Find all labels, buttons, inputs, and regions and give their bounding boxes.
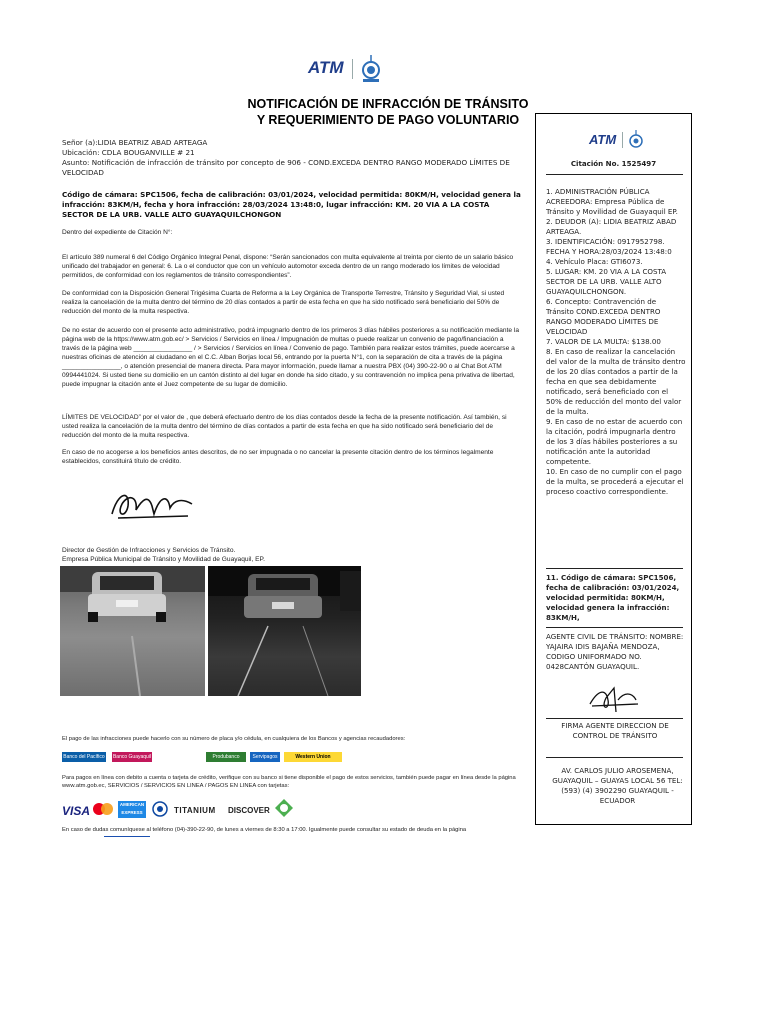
diners-logo [152,801,168,817]
item-deudor: 2. DEUDOR (A): LIDIA BEATRIZ ABAD ARTEAGA. [546,217,677,236]
office-address: AV. CARLOS JULIO AROSEMENA, GUAYAQUIL – GUAYAS LOCAL 56 TEL: (593) (4) 3902290 GUAYAQUIL - ECUADOR [552,766,683,805]
item-reduccion: 8. En caso de realizar la cancelación del valor de la multa de tránsito dentro de los 20 días contados a partir de la fecha en que sea debidamente notificado, será beneficiado con el 50% de reducción del monto del valor de la multa. [546,347,686,416]
paragraph-coip: El artículo 389 numeral 6 del Código Orgánico Integral Penal, dispone: “Serán sancionados con multa equivalente al treinta por ciento de un salario básico unificado del trabajador en general: 6. La o el conductor que con un vehículo automotor exceda dentro de un rango moderado los límites de velocidad permitidos, de conformidad con los reglamentos de tránsito correspondientes”. [62,254,514,279]
sidebar-divider-firma [546,718,683,719]
infraction-photo-day [60,566,205,696]
agent-signature-caption: FIRMA AGENTE DIRECCION DE CONTROL DE TRÁNSITO [561,721,669,740]
title-line-2: Y REQUERIMIENTO DE PAGO VOLUNTARIO [256,113,520,127]
agent-signature [584,682,644,718]
paragraph-speed-limits: LÍMITES DE VELOCIDAD” por el valor de , que deberá efectuarlo dentro de los días contados desde la fecha de la presente notificación. Así también, si usted realiza la cancelación de la multa dentro del término de días contados a partir de esta fecha en que ha sido notificado será beneficiario del de reducción del monto de la multa respectiva. [62,414,507,439]
card-logos [62,798,302,822]
sidebar-divider-address [546,757,683,758]
citation-number: Citación No. 1525497 [570,159,657,168]
sidebar-divider-mid [546,568,683,569]
dudas-link-underline[interactable] [104,836,150,837]
item-concepto: 6. Concepto: Contravención de Tránsito COND.EXCEDA DENTRO RANGO MODERADO LÍMITES DE VELOCIDAD [546,297,661,336]
title-line-1: NOTIFICACIÓN DE INFRACCIÓN DE TRÁNSITO [247,97,529,111]
payment-dudas: En caso de dudas comuníquese al teléfono (04)-390-22-90, de lunes a viernes de 8:30 a 17:00. Igualmente puede consultar su estado de deuda en la página [62,827,467,833]
sidebar-seal-icon [627,130,645,150]
citation-sidebar [535,113,692,825]
recipient-name: Señor (a):LIDIA BEATRIZ ABAD ARTEAGA [62,138,208,147]
bank-produbanco-logo: Produbanco [206,752,246,762]
item-placa: 4. Vehículo Placa: GTI6073. [546,257,643,266]
director-company: Empresa Pública Municipal de Tránsito y Movilidad de Guayaquil, EP. [62,556,265,563]
titanium-logo: TITANIUM [174,806,216,815]
city-seal-icon [358,55,384,83]
item-coactivo: 10. En caso de no cumplir con el pago de la multa, se procederá a ejecutar el proceso coactivo correspondiente. [546,467,684,496]
page-title [238,96,538,128]
guayaquil-seal-icon [274,798,294,818]
mastercard-logo [92,802,114,816]
director-block [62,546,362,564]
subject-line: Asunto: Notificación de infracción de tránsito por concepto de 906 - COND.EXCEDA DENTRO RANGO MODERADO LÍMITES DE VELOCIDAD [62,158,510,177]
paragraph-credit-title: En caso de no acogerse a los beneficios antes descritos, de no ser impugnada o no cancelar la presente citación dentro de los términos legalmente establecidos, constituirá título de crédito. [62,449,494,465]
paragraph-impugnation: De no estar de acuerdo con el presente acto administrativo, podrá impugnarlo dentro de los primeros 3 días hábiles posteriores a su notificación mediante la página web de la https://www.atm.gob.ec/ > Servicios / Servicios en línea / Impugnación de multas o puede realizar un convenio de pago/financiación a través de la página web ________________ / > Servicios / Servicios en línea / Convenio de pago. También para realizar estos trámites, puede acercarse a nuestras oficinas de atención al ciudadano en el C.C. Alban Borjas local 56, entrando por la puerta N°1, con la separación de cita a través de la página ________________, o atención presencial de manera directa. Para mayor información, puede llamar a nuestra PBX (04) 390-22-90 o al Chat Bot ATM 0994441024. Si usted tiene su domicilio en un cantón distinto al del lugar en donde ha sido citado, y su contravención no implica pena privativa de libertad, puede impugnar la citación ante el Juez competente de su lugar de domicilio. [62,327,520,388]
sidebar-logo-divider [622,132,623,148]
payment-online: Para pagos en línea con debito a cuenta o tarjeta de crédito, verifique con su banco si tiene disponible el pago de estos servicios, también puede pagar en línea desde la página www.atm.gob.ec, SERVICIOS / SERVICIOS EN LINEA / PAGOS EN LINEA con tarjetas: [62,775,516,789]
bank-pacifico-logo: Banco del Pacífico [63,754,105,760]
recipient-block [62,138,522,178]
sidebar-divider-agent [546,627,683,628]
amex-logo: AMERICAN EXPRESS [118,801,146,818]
camera-info: Código de cámara: SPC1506, fecha de calibración: 03/01/2024, velocidad permitida: 80KM/H, velocidad genera la infracción: 83KM/H, fecha y hora infracción: 28/03/2024 13:48:0, lugar infracción: KM. 20 VIA A LA COSTA SECTOR DE LA URB. VALLE ALTO GUAYAQUILCHONGON [62,190,521,219]
item-valor: 7. VALOR DE LA MULTA: $138.00 [546,337,661,346]
bank-guayaquil-logo: Banco Guayaquil [112,754,152,760]
sidebar-logo-group [589,130,649,152]
recipient-address: Ubicación: CDLA BOUGANVILLE # 21 [62,148,195,157]
header-logo-group [308,55,398,83]
director-title: Director de Gestión de Infracciones y Servicios de Tránsito. [62,547,236,554]
item-acreedora: 1. ADMINISTRACIÓN PÚBLICA ACREEDORA: Empresa Pública de Tránsito y Movilidad de Guayaquil EP. [546,187,678,216]
item-identificacion: 3. IDENTIFICACIÓN: 0917952798. FECHA Y HORA:28/03/2024 13:48:0 [546,237,672,256]
discover-logo: DISCOVER [228,806,270,815]
servipagos-logo: Servipagos [250,752,280,762]
director-signature [108,486,198,526]
sidebar-divider-top [546,174,683,175]
item-lugar: 5. LUGAR: KM. 20 VIA A LA COSTA SECTOR DE LA URB. VALLE ALTO GUAYAQUILCHONGON. [546,267,667,296]
item-impugnacion: 9. En caso de no estar de acuerdo con la citación, podrá impugnarla dentro de los 3 días hábiles posteriores a su notificación ante la autoridad competente. [546,417,683,466]
logo-divider [352,59,353,79]
atm-logo: ATM [308,58,344,77]
bank-logos [62,752,362,766]
payment-intro: El pago de las infracciones puede hacerlo con su número de placa y/o cédula, en cualquiera de los Bancos y agencias recaudadores: [62,736,406,742]
expediente-line: Dentro del expediente de Citación N°: [62,229,173,236]
western-union-logo: Western Union [284,752,342,762]
infraction-photo-night [208,566,361,696]
sidebar-atm-logo: ATM [589,132,617,147]
visa-logo: VISA [62,804,91,818]
agent-info: AGENTE CIVIL DE TRÁNSITO: NOMBRE: YAJAIRA IDIS BAJAÑA MENDOZA, CODIGO UNIFORMADO NO. 0428CANTÓN GUAYAQUIL. [546,632,684,671]
paragraph-reduction: De conformidad con la Disposición General Trigésima Cuarta de Reforma a la Ley Orgánica de Transporte Terrestre, Tránsito y Seguridad Vial, si usted realiza la cancelación de la multa dentro del término de 20 días contados a partir de esta fecha en que ha sido notificado será beneficiario del 50% de reducción del monto de la multa respectiva. [62,290,505,315]
item-camera: 11. Código de cámara: SPC1506, fecha de calibración: 03/01/2024, velocidad permitida: 80KM/H, velocidad genera la infracción: 83KM/H, [546,573,680,622]
sidebar-items [546,187,686,497]
